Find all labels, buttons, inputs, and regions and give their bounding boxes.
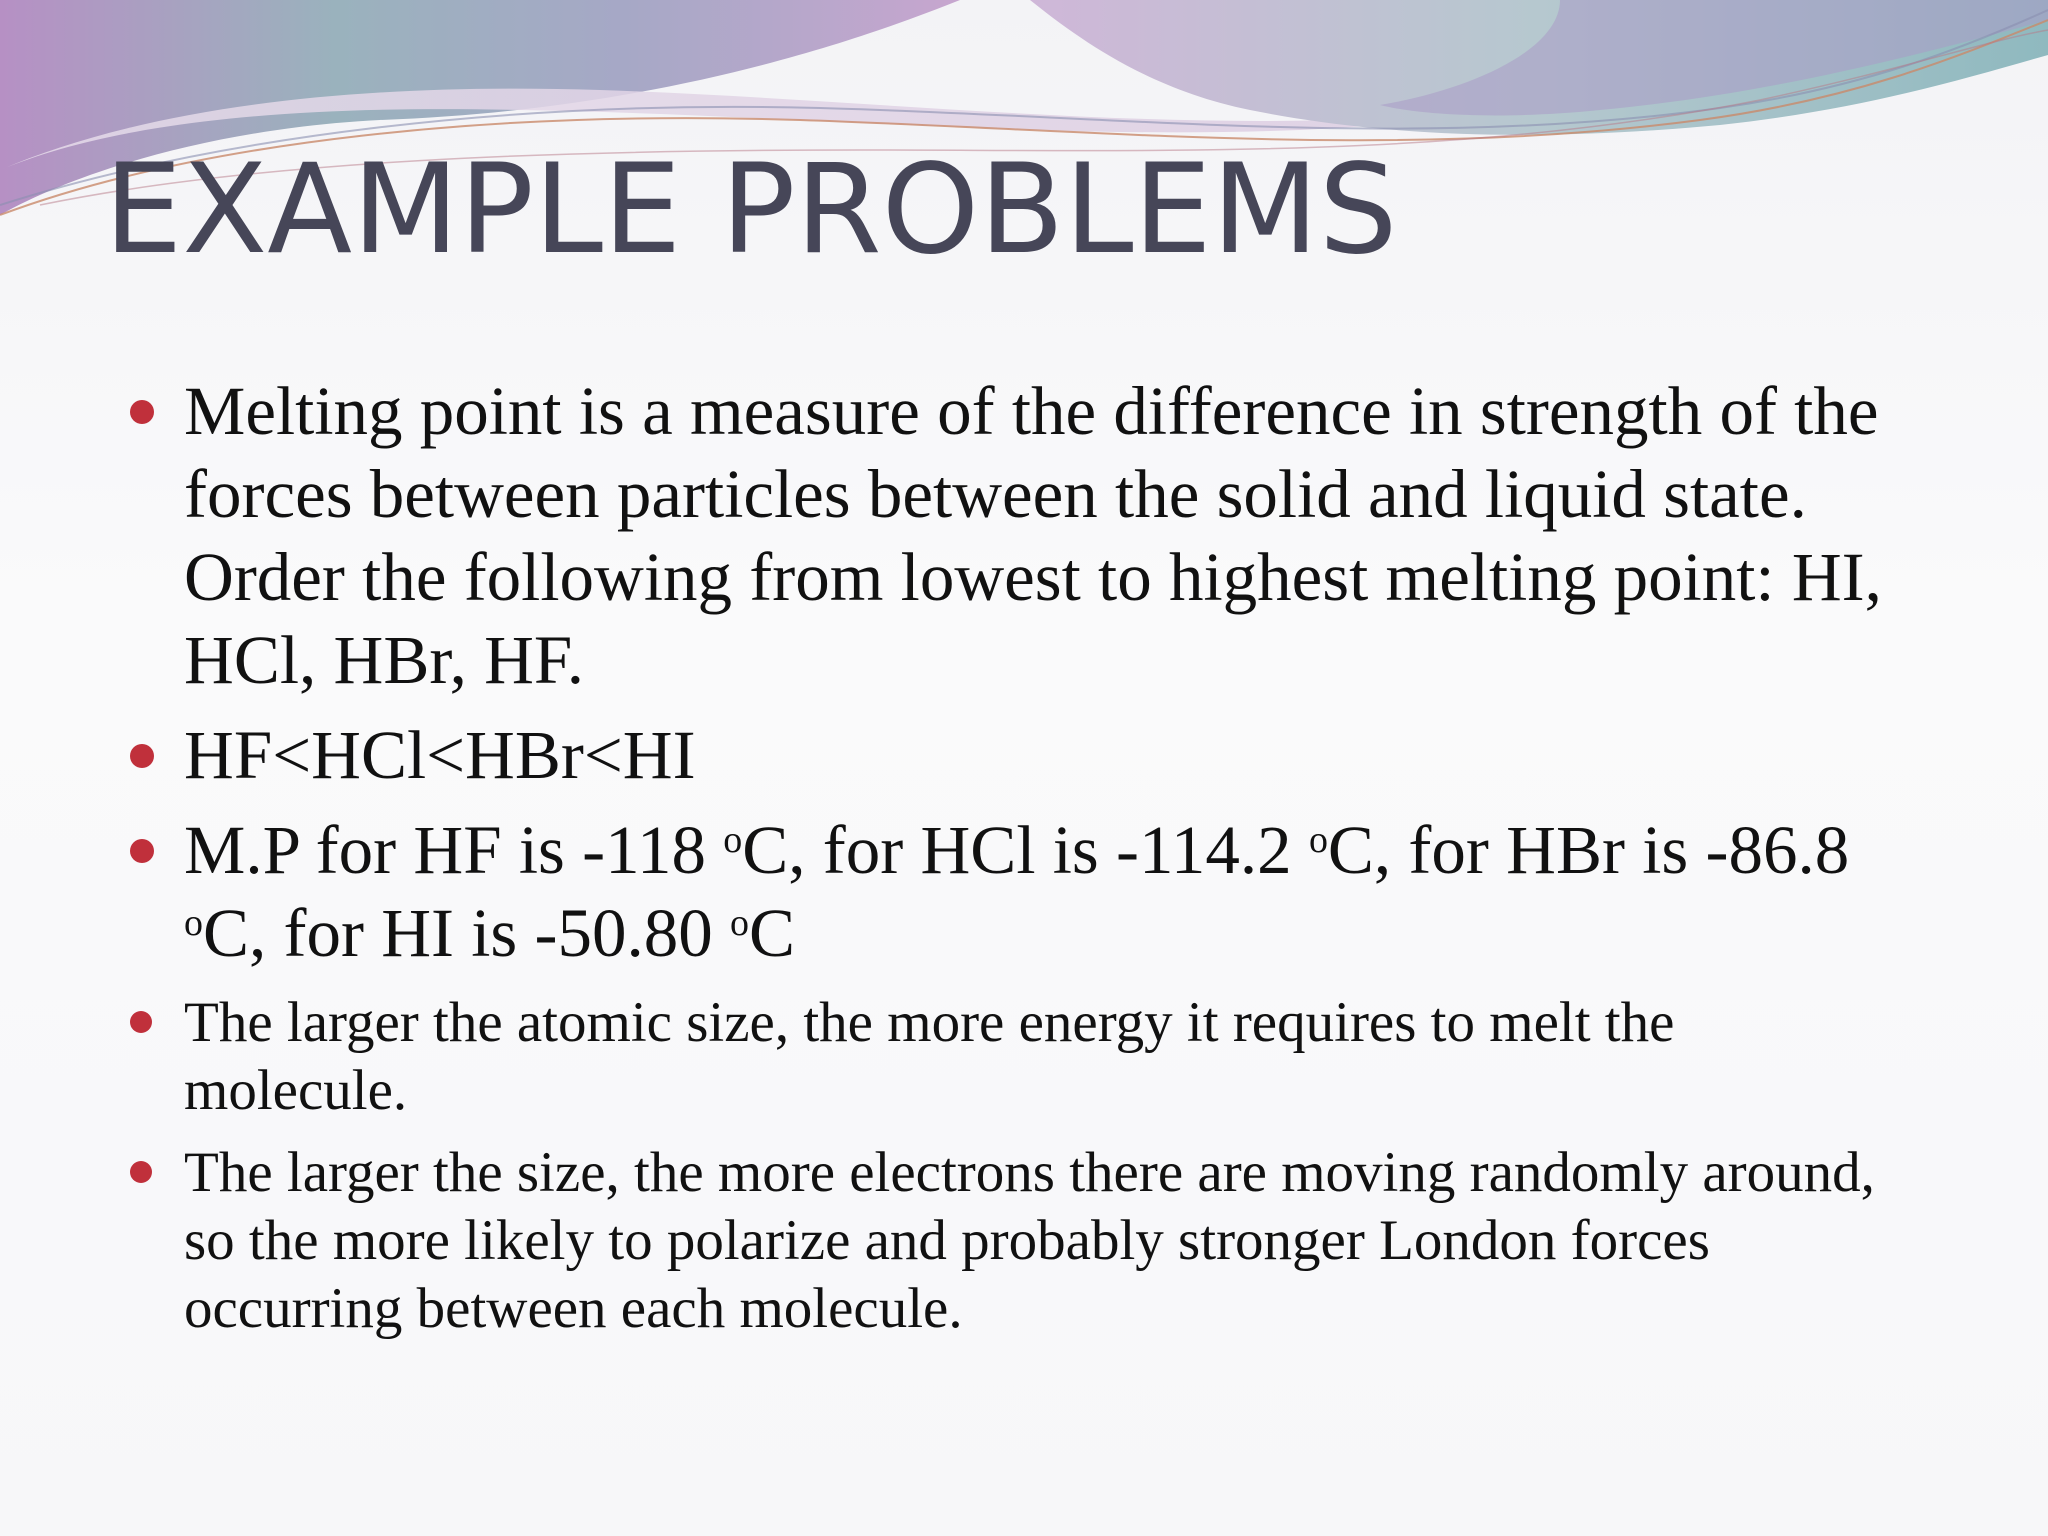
bullet-icon: [130, 1161, 152, 1183]
degree-symbol: o: [1308, 819, 1328, 862]
bullet-item: [184, 1139, 1904, 1343]
bullet-icon: [130, 839, 154, 863]
mp-hbr-text: C, for HBr is -86.8: [1327, 812, 1850, 888]
slide-title: EXAMPLE PROBLEMS: [104, 138, 1398, 282]
celsius-text: C: [748, 895, 796, 971]
degree-symbol: o: [723, 819, 743, 862]
bullet-text: The larger the size, the more electrons there are moving randomly around, so the more likely to polarize and probably stronger London forces occurring between each molecule.: [184, 1141, 1875, 1340]
bullet-icon: [130, 1011, 152, 1033]
bullet-icon: [130, 400, 154, 424]
bullet-item: [184, 370, 1904, 702]
bullet-text: HF<HCl<HBr<HI: [184, 717, 696, 793]
bullet-item: [184, 989, 1904, 1125]
mp-hcl-text: C, for HCl is -114.2: [742, 812, 1309, 888]
bullet-text: The larger the atomic size, the more energy it requires to melt the molecule.: [184, 991, 1675, 1122]
degree-symbol: o: [730, 902, 749, 945]
bullet-list: [184, 370, 1904, 1357]
bullet-text: Melting point is a measure of the difference in strength of the forces between particles between the solid and liquid state. Order the following from lowest to highest melting point: HI, HCl, HBr, HF.: [184, 373, 1882, 698]
mp-hi-text: C, for HI is -50.80: [202, 895, 731, 971]
bullet-item: [184, 714, 1904, 797]
bullet-item: [184, 809, 1904, 975]
mp-hf-text: M.P for HF is -118: [184, 812, 724, 888]
bullet-text: [184, 812, 1849, 971]
degree-symbol: o: [184, 902, 203, 945]
bullet-icon: [130, 744, 154, 768]
